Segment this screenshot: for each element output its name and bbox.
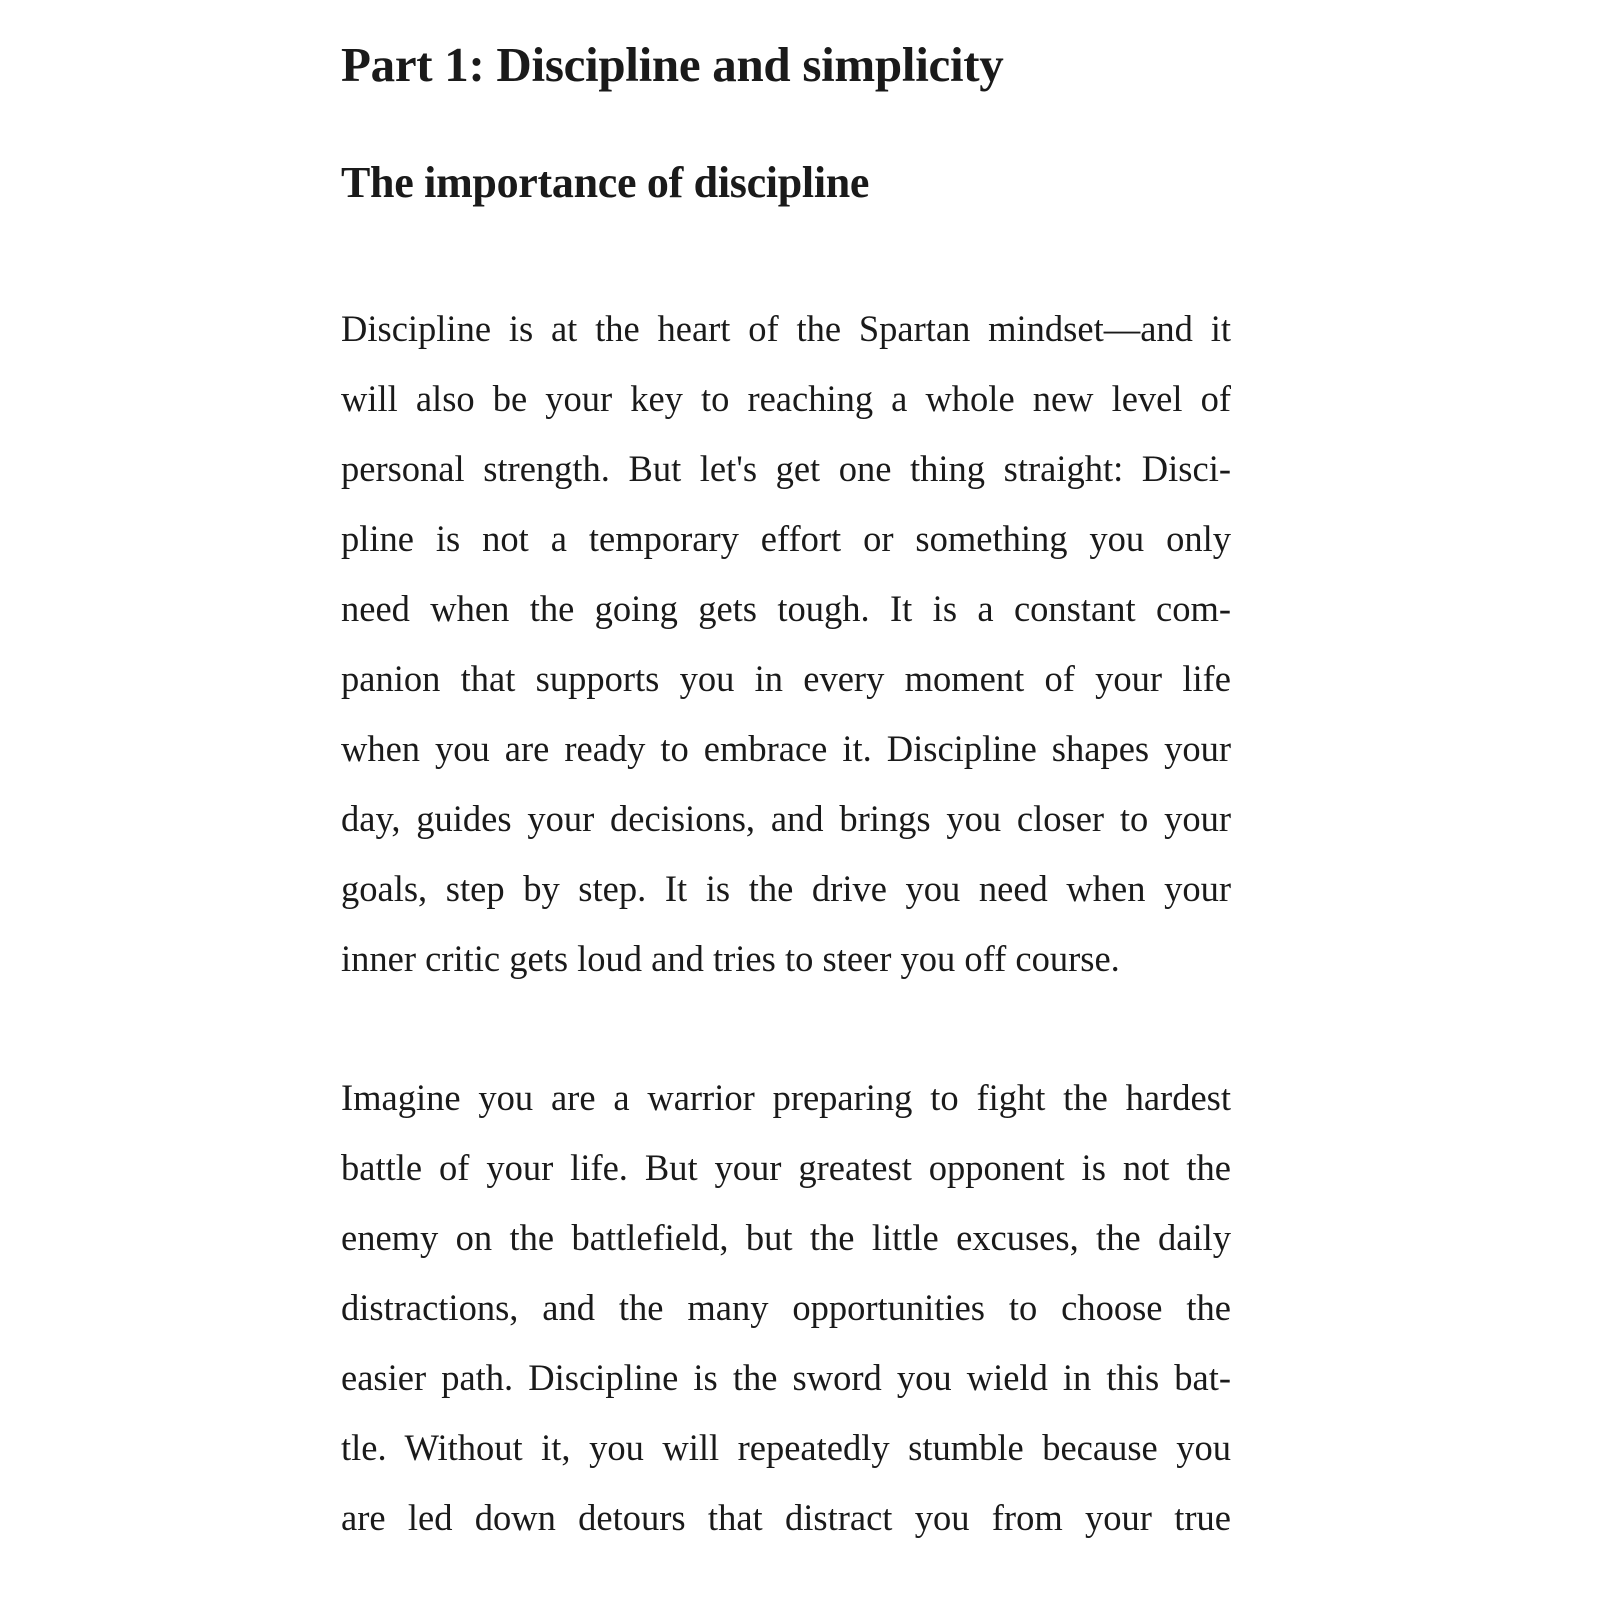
paragraph-line: are led down detours that distract you from your true xyxy=(341,1497,1231,1538)
paragraph-line: easier path. Discipline is the sword you wield in this bat- xyxy=(341,1357,1231,1398)
paragraph-line: personal strength. But let's get one thing straight: Disci- xyxy=(341,448,1231,489)
paragraph-line: battle of your life. But your greatest opponent is not the xyxy=(341,1147,1231,1188)
paragraph-line: will also be your key to reaching a whole new level of xyxy=(341,378,1231,419)
section-title: The importance of discipline xyxy=(341,158,870,207)
paragraph-line: goals, step by step. It is the drive you need when your xyxy=(341,868,1231,909)
paragraph-line: distractions, and the many opportunities to choose the xyxy=(341,1287,1231,1328)
paragraph-line: enemy on the battlefield, but the little excuses, the daily xyxy=(341,1217,1231,1258)
paragraph-1 xyxy=(341,294,1231,994)
part-title: Part 1: Discipline and simplicity xyxy=(341,37,1004,92)
paragraph-line: Discipline is at the heart of the Spartan mindset—and it xyxy=(341,308,1231,349)
paragraph-line: Imagine you are a warrior preparing to fight the hardest xyxy=(341,1077,1231,1118)
paragraph-line: panion that supports you in every moment of your life xyxy=(341,658,1231,699)
paragraph-line: pline is not a temporary effort or something you only xyxy=(341,518,1231,559)
paragraph-line: need when the going gets tough. It is a constant com- xyxy=(341,588,1231,629)
paragraph-line: inner critic gets loud and tries to steer you off course. xyxy=(341,938,1120,979)
paragraph-line: when you are ready to embrace it. Discipline shapes your xyxy=(341,728,1231,769)
paragraph-line: tle. Without it, you will repeatedly stumble because you xyxy=(341,1427,1231,1468)
paragraph-2 xyxy=(341,1063,1231,1553)
paragraph-line: day, guides your decisions, and brings you closer to your xyxy=(341,798,1231,839)
